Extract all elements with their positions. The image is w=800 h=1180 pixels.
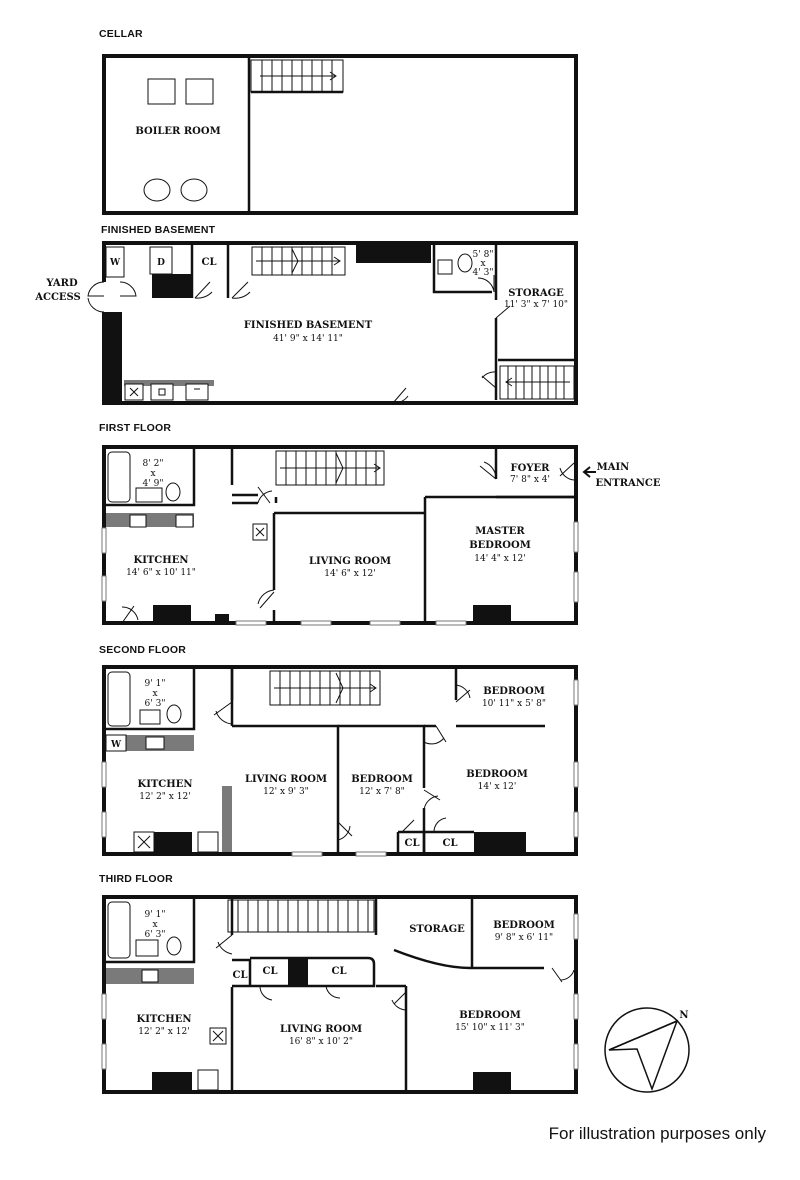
room-label-kitchen: KITCHEN <box>133 555 189 566</box>
toilet <box>458 254 472 272</box>
room-label-bedroom-b: BEDROOM <box>459 1010 521 1021</box>
washer-label: W <box>110 740 122 750</box>
entrance-arrow-icon <box>584 467 596 477</box>
closet-label: CL <box>232 970 248 981</box>
bath-dim-line2: x <box>150 469 156 479</box>
bath-dim-line3: 6' 3" <box>144 699 166 709</box>
label-entrance: ENTRANCE <box>595 478 661 489</box>
closet-label: CL <box>331 966 347 977</box>
room-dim-finished-basement: 41' 9" x 14' 11" <box>273 334 343 344</box>
bath-dim-line2: x <box>152 920 158 930</box>
bath-sink <box>136 940 158 956</box>
room-dim-living: 16' 8" x 10' 2" <box>288 1037 354 1047</box>
room-label-boiler: BOILER ROOM <box>135 126 221 137</box>
room-dim-bedroom-c: 14' x 12' <box>477 782 517 792</box>
bath-dim-line3: 6' 3" <box>144 930 166 940</box>
room-dim-foyer: 7' 8" x 4' <box>510 475 550 485</box>
bath-sink <box>140 710 160 724</box>
tank <box>181 179 207 201</box>
closet-label: CL <box>442 838 458 849</box>
room-dim-kitchen: 12' 2" x 12' <box>138 1027 190 1037</box>
section-title-third: THIRD FLOOR <box>99 873 173 885</box>
bath-dim-line1: 8' 2" <box>142 459 164 469</box>
room-label-kitchen: KITCHEN <box>137 779 193 790</box>
closet-label: CL <box>201 257 217 268</box>
toilet <box>167 937 181 955</box>
room-dim-bedroom-a: 10' 11" x 5' 8" <box>481 699 547 709</box>
bathtub <box>108 672 130 726</box>
first-floor-plan <box>102 447 661 625</box>
bath-sink <box>136 488 162 502</box>
footnote: For illustration purposes only <box>548 1124 766 1143</box>
room-label-living: LIVING ROOM <box>308 556 392 567</box>
room-label-master-line2: BEDROOM <box>469 540 531 551</box>
room-dim-bedroom-b: 12' x 7' 8" <box>359 787 405 797</box>
bath-dim-line1: 9' 1" <box>144 679 166 689</box>
room-dim-kitchen: 14' 6" x 10' 11" <box>126 568 196 578</box>
section-title-second: SECOND FLOOR <box>99 644 186 656</box>
cellar-plan <box>104 56 576 213</box>
section-title-first: FIRST FLOOR <box>99 422 172 434</box>
cellar-stairs <box>251 60 343 92</box>
room-dim-bedroom-a: 9' 8" x 6' 11" <box>494 933 554 943</box>
basement-stairs <box>252 247 345 275</box>
label-access: ACCESS <box>35 292 81 303</box>
closet-label: CL <box>262 966 278 977</box>
bathtub <box>108 902 130 958</box>
bath-dim-line3: 4' 3" <box>472 268 494 278</box>
storage-stairs <box>500 366 574 399</box>
room-label-bedroom-b: BEDROOM <box>351 774 413 785</box>
bath-dim-line2: x <box>480 259 486 269</box>
room-label-bedroom-c: BEDROOM <box>466 769 528 780</box>
room-label-living: LIVING ROOM <box>279 1024 363 1035</box>
second-floor-stairs <box>270 671 380 705</box>
third-floor-stairs <box>228 900 374 932</box>
boiler-unit <box>148 79 175 104</box>
label-yard: YARD <box>46 278 78 289</box>
room-dim-bedroom-b: 15' 10" x 11' 3" <box>455 1023 525 1033</box>
room-dim-living: 12' x 9' 3" <box>263 787 309 797</box>
bath-dim-line1: 9' 1" <box>144 910 166 920</box>
room-label-kitchen: KITCHEN <box>136 1014 192 1025</box>
room-label-master-line1: MASTER <box>475 526 525 537</box>
washer-label: W <box>109 258 121 268</box>
room-dim-storage: 11' 3" x 7' 10" <box>503 300 569 310</box>
label-main: MAIN <box>596 462 630 473</box>
room-label-living: LIVING ROOM <box>244 774 328 785</box>
room-label-foyer: FOYER <box>510 463 550 474</box>
room-dim-kitchen: 12' 2" x 12' <box>139 792 191 802</box>
toilet <box>166 483 180 501</box>
room-label-bedroom-a: BEDROOM <box>483 686 545 697</box>
bath-sink <box>438 260 452 274</box>
third-floor-plan <box>102 897 578 1092</box>
compass-north-label: N <box>679 1010 689 1021</box>
basement-plan <box>34 243 576 403</box>
dryer-label: D <box>157 258 165 268</box>
room-dim-living: 14' 6" x 12' <box>324 569 376 579</box>
toilet <box>167 705 181 723</box>
room-label-bedroom-a: BEDROOM <box>493 920 555 931</box>
compass-icon <box>605 1008 689 1092</box>
room-label-storage: STORAGE <box>409 924 465 935</box>
room-label-storage: STORAGE <box>508 288 564 299</box>
closet-label: CL <box>404 838 420 849</box>
bath-dim-line1: 5' 8" <box>472 250 494 260</box>
room-dim-master: 14' 4" x 12' <box>474 554 526 564</box>
bathtub <box>108 452 130 502</box>
bath-dim-line3: 4' 9" <box>142 479 164 489</box>
bath-dim-line2: x <box>152 689 158 699</box>
section-title-cellar: CELLAR <box>99 28 143 40</box>
second-floor-plan <box>102 667 578 856</box>
tank <box>144 179 170 201</box>
section-title-basement: FINISHED BASEMENT <box>101 224 216 236</box>
room-label-finished-basement: FINISHED BASEMENT <box>243 320 373 331</box>
first-floor-stairs <box>276 451 384 485</box>
boiler-unit <box>186 79 213 104</box>
